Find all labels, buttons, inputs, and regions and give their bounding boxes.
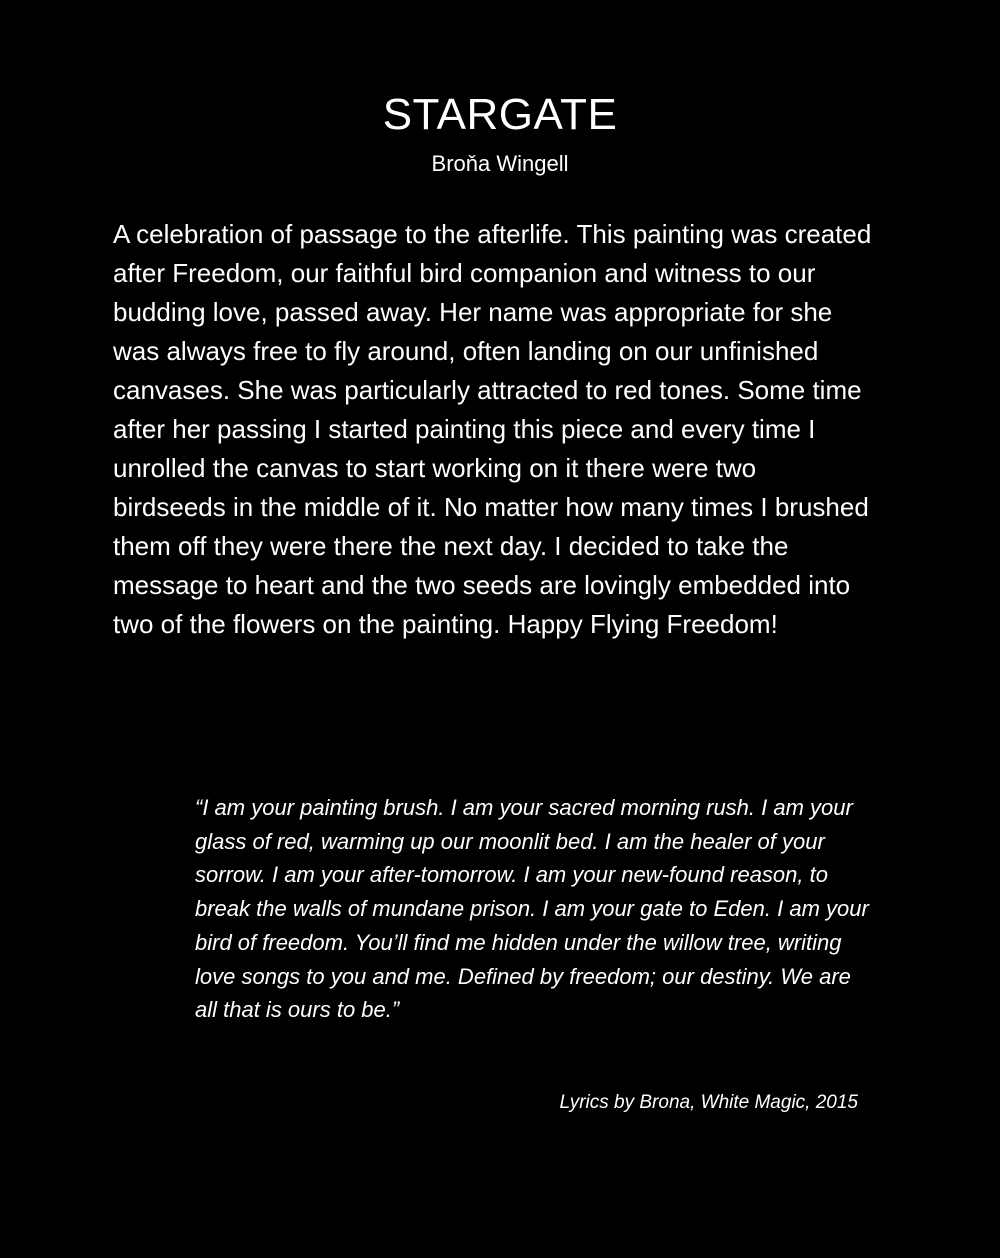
description-paragraph: A celebration of passage to the afterlife. This painting was created after Freedom, our faithful bird companion and witness to our budding love, passed away. Her name was appropriate for she was always free to fly around, often landing on our unfinished canvases. She was particularly attracted to red tones. Some time after her passing I started painting this piece and every time I unrolled the canvas to start working on it there were two birdseeds in the middle of it. No matter how many times I brushed them off they were there the next day. I decided to take the message to heart and the two seeds are lovingly embedded into two of the flowers on the painting. Happy Flying Freedom! — [113, 219, 872, 639]
lyrics-block — [195, 791, 875, 1027]
document-title: STARGATE — [382, 90, 618, 139]
lyrics-credit: Lyrics by Brona, White Magic, 2015 — [559, 1092, 858, 1113]
lyrics-quote: “I am your painting brush. I am your sacred morning rush. I am your glass of red, warming up our moonlit bed. I am the healer of your sorrow. I am your after-tomorrow. I am your new-found reason, to break the walls of mundane prison. I am your gate to Eden. I am your bird of freedom. You’ll find me hidden under the willow tree, writing love songs to you and me. Defined by freedom; our destiny. We are all that is ours to be.” — [195, 795, 869, 1023]
author-name: Broňa Wingell — [431, 151, 569, 176]
description-block — [113, 215, 873, 644]
